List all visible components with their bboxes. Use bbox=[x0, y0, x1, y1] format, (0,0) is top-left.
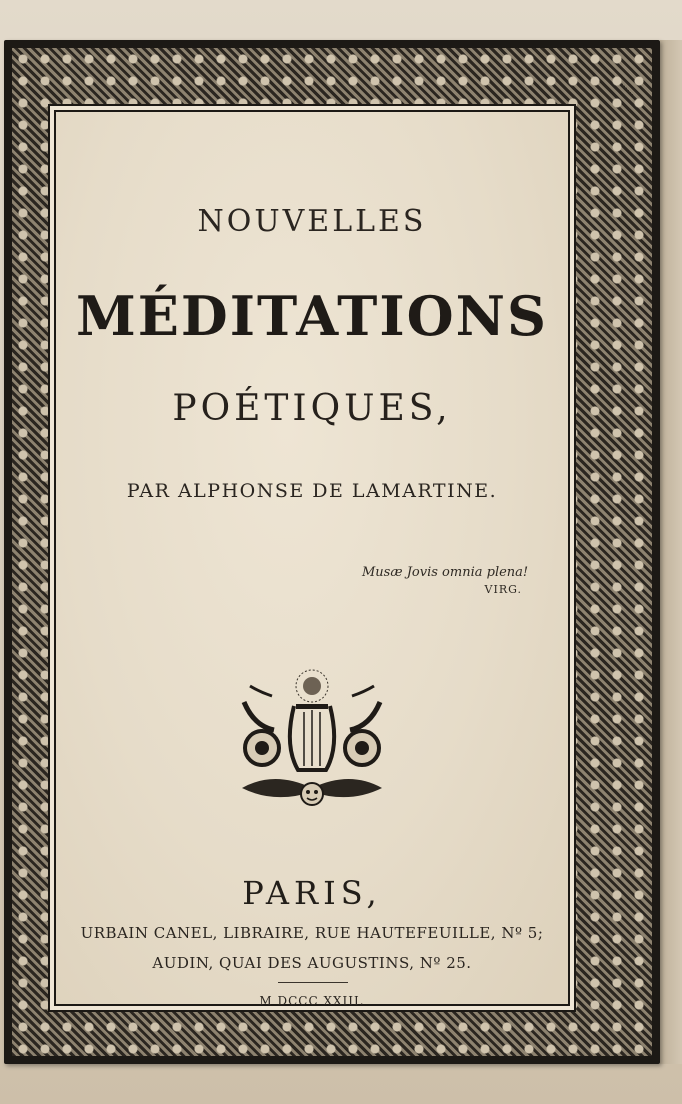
divider-rule bbox=[278, 982, 348, 983]
epigraph-source: VIRG. bbox=[484, 583, 522, 596]
page-edge bbox=[660, 40, 682, 1064]
epigraph-text: Musæ Jovis omnia plena! bbox=[362, 565, 529, 580]
ornamental-border bbox=[4, 40, 660, 1064]
lyre-trophy-vignette-icon bbox=[234, 666, 390, 816]
title-line-poetiques: POÉTIQUES, bbox=[172, 388, 452, 429]
publisher-line-2: AUDIN, QUAI DES AUGUSTINS, Nº 25. bbox=[152, 954, 472, 972]
imprint-date: M DCCC XXIII. bbox=[259, 994, 365, 1008]
author-line: PAR ALPHONSE DE LAMARTINE. bbox=[126, 480, 498, 502]
title-page bbox=[54, 110, 570, 1006]
title-line-nouvelles: NOUVELLES bbox=[197, 204, 427, 239]
title-line-meditations: MÉDITATIONS bbox=[75, 284, 549, 348]
publisher-line-1: URBAIN CANEL, LIBRAIRE, RUE HAUTEFEUILLE, Nº 5; bbox=[80, 924, 544, 942]
epigraph bbox=[362, 564, 552, 598]
imprint-city: PARIS, bbox=[242, 874, 382, 912]
